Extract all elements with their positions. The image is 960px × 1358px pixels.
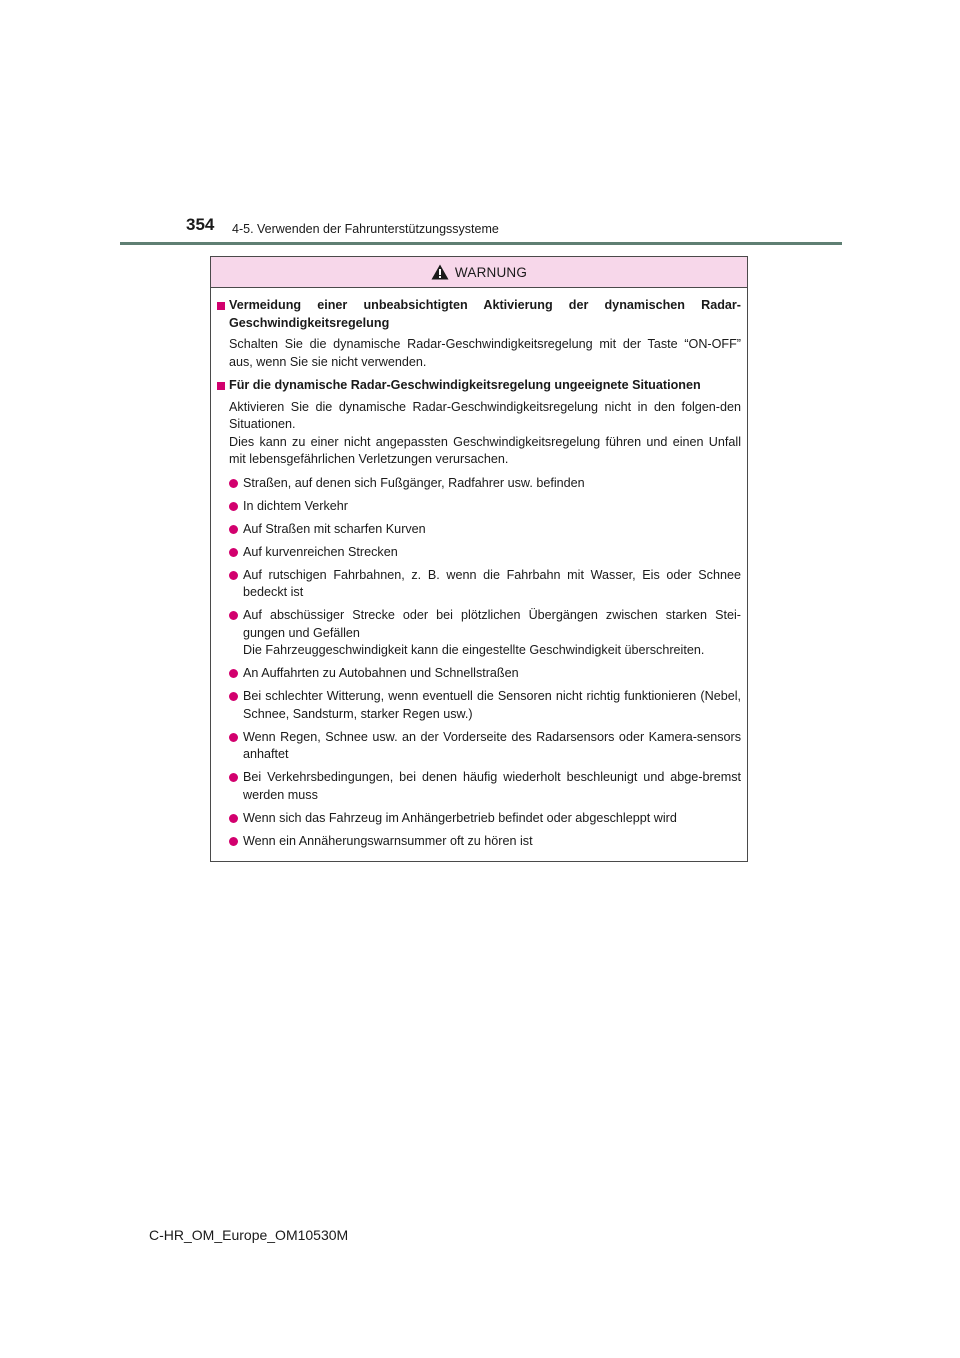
circle-bullet-icon — [229, 669, 238, 678]
section-text: Schalten Sie die dynamische Radar-Geschwindigkeitsregelung mit der Taste “ON-OFF” aus, wenn Sie sie nicht verwenden. — [229, 337, 741, 369]
circle-bullet-icon — [229, 733, 238, 742]
section-text: Aktivieren Sie die dynamische Radar-Geschwindigkeitsregelung nicht in den folgen-den Situationen. Dies kann zu einer nicht angepassten Geschwindigkeitsregelung führen und einen Unfall mit lebensgefährlichen Verletzungen verursachen. — [229, 399, 741, 466]
warning-triangle-icon — [431, 264, 449, 280]
list-item — [229, 521, 741, 539]
circle-bullet-icon — [229, 773, 238, 782]
list-item-text: Auf abschüssiger Strecke oder bei plötzlichen Übergängen zwischen starken Stei-gungen und Gefällen Die Fahrzeuggeschwindigkeit kann die eingestellte Geschwindigkeit überschreiten. — [243, 608, 741, 657]
list-item — [229, 665, 741, 683]
square-bullet-icon — [217, 302, 225, 310]
circle-bullet-icon — [229, 692, 238, 701]
warning-box — [210, 256, 748, 862]
list-item — [229, 833, 741, 851]
list-item-text: Bei Verkehrsbedingungen, bei denen häufig wiederholt beschleunigt und abge-bremst werden muss — [243, 770, 741, 802]
circle-bullet-icon — [229, 548, 238, 557]
list-item — [229, 567, 741, 602]
square-bullet-icon — [217, 382, 225, 390]
list-item — [229, 729, 741, 764]
circle-bullet-icon — [229, 571, 238, 580]
list-item-text: Auf Straßen mit scharfen Kurven — [243, 521, 426, 536]
list-item — [229, 544, 741, 562]
section-title: 4-5. Verwenden der Fahrunterstützungssysteme — [232, 222, 499, 236]
circle-bullet-icon — [229, 479, 238, 488]
warning-title: WARNUNG — [454, 264, 528, 280]
list-item-text: Auf rutschigen Fahrbahnen, z. B. wenn die Fahrbahn mit Wasser, Eis oder Schnee bedeckt ist — [243, 567, 741, 599]
document-code: C-HR_OM_Europe_OM10530M — [149, 1227, 349, 1243]
list-item-text: Bei schlechter Witterung, wenn eventuell die Sensoren nicht richtig funktionieren (Nebel, Schnee, Sandsturm, starker Regen usw.) — [243, 689, 741, 721]
list-item — [229, 498, 741, 516]
list-item-text: Wenn ein Annäherungswarnsummer oft zu hören ist — [243, 833, 533, 848]
section-heading — [217, 297, 741, 332]
list-item — [229, 607, 741, 660]
page-number: 354 — [186, 215, 215, 234]
list-item-text: An Auffahrten zu Autobahnen und Schnellstraßen — [243, 666, 519, 680]
warning-header — [211, 257, 747, 288]
list-item-text: Straßen, auf denen sich Fußgänger, Radfahrer usw. befinden — [243, 475, 585, 490]
circle-bullet-icon — [229, 837, 238, 846]
list-item — [229, 769, 741, 804]
situations-list — [229, 475, 741, 851]
list-item-text: Auf kurvenreichen Strecken — [243, 544, 398, 559]
list-item — [229, 688, 741, 723]
circle-bullet-icon — [229, 814, 238, 823]
list-item-text: Wenn sich das Fahrzeug im Anhängerbetrieb befindet oder abgeschleppt wird — [243, 810, 677, 825]
circle-bullet-icon — [229, 525, 238, 534]
circle-bullet-icon — [229, 611, 238, 620]
section-heading — [217, 377, 741, 395]
list-item-text: Wenn Regen, Schnee usw. an der Vorderseite des Radarsensors oder Kamera-sensors anhaftet — [243, 729, 741, 761]
header-divider — [120, 242, 842, 245]
section-heading-text: Für die dynamische Radar-Geschwindigkeitsregelung ungeeignete Situationen — [229, 378, 701, 392]
circle-bullet-icon — [229, 502, 238, 511]
warning-body — [211, 288, 747, 850]
list-item — [229, 475, 741, 493]
list-item-text: In dichtem Verkehr — [243, 498, 348, 513]
section-heading-text: Vermeidung einer unbeabsichtigten Aktivierung der dynamischen Radar-Geschwindigkeitsregelung — [229, 298, 741, 330]
list-item — [229, 810, 741, 828]
